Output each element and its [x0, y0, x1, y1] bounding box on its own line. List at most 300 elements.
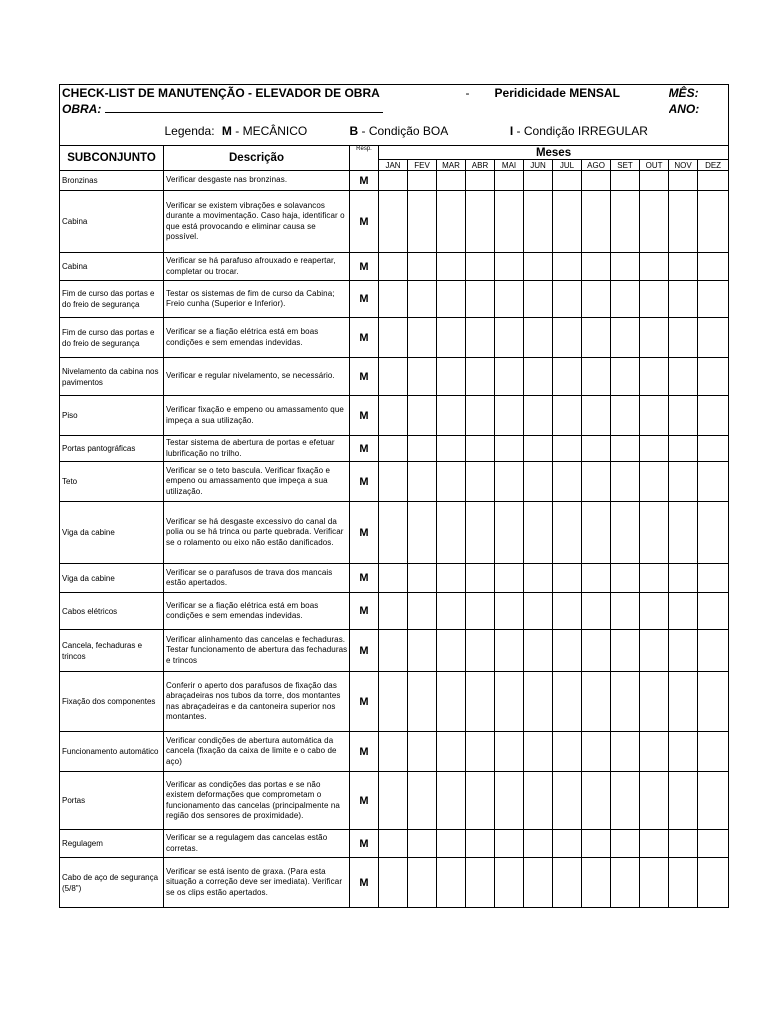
- check-cell-abr[interactable]: [466, 630, 495, 672]
- check-cell-dez[interactable]: [698, 396, 729, 436]
- table-row: [60, 732, 729, 772]
- check-cell-fev[interactable]: [408, 436, 437, 462]
- check-cell-mar[interactable]: [437, 462, 466, 502]
- check-cell-jun[interactable]: [524, 318, 553, 358]
- check-cell-jan[interactable]: [379, 462, 408, 502]
- descricao-cell: Verificar se a fiação elétrica está em boas condições e sem emendas indevidas.: [164, 318, 350, 358]
- check-cell-abr[interactable]: [466, 830, 495, 858]
- month-header-ago: AGO: [582, 160, 611, 171]
- resp-cell: M: [350, 672, 379, 732]
- check-cell-mai[interactable]: [495, 630, 524, 672]
- resp-cell: M: [350, 358, 379, 396]
- resp-cell: M: [350, 281, 379, 318]
- check-cell-out[interactable]: [640, 502, 669, 564]
- check-cell-out[interactable]: [640, 396, 669, 436]
- resp-cell: M: [350, 858, 379, 908]
- check-cell-mar[interactable]: [437, 171, 466, 191]
- check-cell-abr[interactable]: [466, 191, 495, 253]
- subconjunto-cell: Piso: [60, 396, 164, 436]
- check-cell-nov[interactable]: [669, 171, 698, 191]
- check-cell-nov[interactable]: [669, 772, 698, 830]
- check-cell-fev[interactable]: [408, 564, 437, 593]
- check-cell-ago[interactable]: [582, 672, 611, 732]
- check-cell-abr[interactable]: [466, 396, 495, 436]
- subconjunto-cell: Funcionamento automático: [60, 732, 164, 772]
- check-cell-nov[interactable]: [669, 358, 698, 396]
- check-cell-abr[interactable]: [466, 171, 495, 191]
- resp-cell: M: [350, 772, 379, 830]
- check-cell-nov[interactable]: [669, 396, 698, 436]
- check-cell-mar[interactable]: [437, 358, 466, 396]
- table-row: [60, 171, 729, 191]
- check-cell-nov[interactable]: [669, 672, 698, 732]
- check-cell-jun[interactable]: [524, 253, 553, 281]
- table-row: [60, 830, 729, 858]
- check-cell-jun[interactable]: [524, 858, 553, 908]
- check-cell-set[interactable]: [611, 672, 640, 732]
- table-row: [60, 436, 729, 462]
- check-cell-mai[interactable]: [495, 672, 524, 732]
- check-cell-jun[interactable]: [524, 772, 553, 830]
- check-cell-fev[interactable]: [408, 502, 437, 564]
- check-cell-fev[interactable]: [408, 358, 437, 396]
- check-cell-out[interactable]: [640, 672, 669, 732]
- check-cell-jun[interactable]: [524, 672, 553, 732]
- resp-cell: M: [350, 630, 379, 672]
- check-cell-jan[interactable]: [379, 191, 408, 253]
- check-cell-jun[interactable]: [524, 191, 553, 253]
- check-cell-nov[interactable]: [669, 281, 698, 318]
- check-cell-jun[interactable]: [524, 396, 553, 436]
- check-cell-nov[interactable]: [669, 732, 698, 772]
- check-cell-jul[interactable]: [553, 593, 582, 630]
- check-cell-jul[interactable]: [553, 171, 582, 191]
- check-cell-set[interactable]: [611, 630, 640, 672]
- descricao-cell: Verificar se a fiação elétrica está em boas condições e sem emendas indevidas.: [164, 593, 350, 630]
- check-cell-mai[interactable]: [495, 191, 524, 253]
- check-cell-dez[interactable]: [698, 281, 729, 318]
- check-cell-fev[interactable]: [408, 281, 437, 318]
- check-cell-out[interactable]: [640, 358, 669, 396]
- check-cell-out[interactable]: [640, 772, 669, 830]
- obra-label: OBRA:: [62, 102, 102, 116]
- title-dash: -: [465, 85, 470, 100]
- resp-cell: M: [350, 462, 379, 502]
- check-cell-jun[interactable]: [524, 462, 553, 502]
- check-cell-jan[interactable]: [379, 593, 408, 630]
- check-cell-jun[interactable]: [524, 830, 553, 858]
- check-cell-dez[interactable]: [698, 630, 729, 672]
- check-cell-mar[interactable]: [437, 830, 466, 858]
- subconjunto-cell: Portas: [60, 772, 164, 830]
- check-cell-ago[interactable]: [582, 593, 611, 630]
- check-cell-jun[interactable]: [524, 630, 553, 672]
- check-cell-mar[interactable]: [437, 318, 466, 358]
- check-cell-jul[interactable]: [553, 281, 582, 318]
- check-cell-ago[interactable]: [582, 830, 611, 858]
- month-header-fev: FEV: [408, 160, 437, 171]
- table-row: [60, 396, 729, 436]
- check-cell-abr[interactable]: [466, 593, 495, 630]
- check-cell-dez[interactable]: [698, 772, 729, 830]
- month-header-jan: JAN: [379, 160, 408, 171]
- table-row: [60, 564, 729, 593]
- resp-cell: M: [350, 171, 379, 191]
- legend-label: Legenda:: [164, 124, 215, 139]
- check-cell-jun[interactable]: [524, 281, 553, 318]
- check-cell-jul[interactable]: [553, 253, 582, 281]
- check-cell-out[interactable]: [640, 858, 669, 908]
- descricao-cell: Verificar e regular nivelamento, se necessário.: [164, 358, 350, 396]
- check-cell-out[interactable]: [640, 171, 669, 191]
- check-cell-jan[interactable]: [379, 171, 408, 191]
- check-cell-out[interactable]: [640, 253, 669, 281]
- check-cell-jul[interactable]: [553, 358, 582, 396]
- check-cell-mai[interactable]: [495, 462, 524, 502]
- check-cell-mar[interactable]: [437, 732, 466, 772]
- legend-m-text: - MECÂNICO: [231, 124, 308, 139]
- check-cell-dez[interactable]: [698, 858, 729, 908]
- check-cell-fev[interactable]: [408, 171, 437, 191]
- check-cell-out[interactable]: [640, 281, 669, 318]
- table-row: [60, 672, 729, 732]
- check-cell-jun[interactable]: [524, 732, 553, 772]
- legend-b-text: - Condição BOA: [358, 124, 449, 139]
- check-cell-mai[interactable]: [495, 858, 524, 908]
- resp-cell: M: [350, 253, 379, 281]
- check-cell-jan[interactable]: [379, 502, 408, 564]
- subconjunto-cell: Portas pantográficas: [60, 436, 164, 462]
- descricao-cell: Verificar desgaste nas bronzinas.: [164, 171, 350, 191]
- check-cell-mar[interactable]: [437, 191, 466, 253]
- check-cell-dez[interactable]: [698, 191, 729, 253]
- check-cell-ago[interactable]: [582, 171, 611, 191]
- check-cell-mar[interactable]: [437, 396, 466, 436]
- check-cell-out[interactable]: [640, 436, 669, 462]
- table-row: [60, 191, 729, 253]
- table-row: [60, 253, 729, 281]
- check-cell-fev[interactable]: [408, 630, 437, 672]
- check-cell-dez[interactable]: [698, 253, 729, 281]
- check-cell-set[interactable]: [611, 318, 640, 358]
- month-header-out: OUT: [640, 160, 669, 171]
- check-cell-mai[interactable]: [495, 830, 524, 858]
- subconjunto-cell: Cabo de aço de segurança (5/8"): [60, 858, 164, 908]
- check-cell-fev[interactable]: [408, 318, 437, 358]
- check-cell-mai[interactable]: [495, 593, 524, 630]
- check-cell-ago[interactable]: [582, 281, 611, 318]
- check-cell-abr[interactable]: [466, 281, 495, 318]
- check-cell-jan[interactable]: [379, 281, 408, 318]
- check-cell-abr[interactable]: [466, 318, 495, 358]
- month-header-mai: MAI: [495, 160, 524, 171]
- check-cell-out[interactable]: [640, 191, 669, 253]
- check-cell-ago[interactable]: [582, 358, 611, 396]
- check-cell-abr[interactable]: [466, 436, 495, 462]
- check-cell-abr[interactable]: [466, 858, 495, 908]
- check-cell-jan[interactable]: [379, 830, 408, 858]
- check-cell-mai[interactable]: [495, 732, 524, 772]
- check-cell-abr[interactable]: [466, 358, 495, 396]
- check-cell-jan[interactable]: [379, 772, 408, 830]
- check-cell-jan[interactable]: [379, 858, 408, 908]
- check-cell-nov[interactable]: [669, 462, 698, 502]
- check-cell-nov[interactable]: [669, 858, 698, 908]
- obra-field[interactable]: [105, 102, 383, 113]
- descricao-cell: Verificar fixação e empeno ou amassamento que impeça a sua utilização.: [164, 396, 350, 436]
- month-header-jul: JUL: [553, 160, 582, 171]
- check-cell-jan[interactable]: [379, 318, 408, 358]
- check-cell-out[interactable]: [640, 732, 669, 772]
- check-cell-mai[interactable]: [495, 436, 524, 462]
- check-cell-nov[interactable]: [669, 593, 698, 630]
- check-cell-mai[interactable]: [495, 358, 524, 396]
- check-cell-set[interactable]: [611, 564, 640, 593]
- subconjunto-cell: Viga da cabine: [60, 564, 164, 593]
- check-cell-jul[interactable]: [553, 772, 582, 830]
- check-cell-mai[interactable]: [495, 281, 524, 318]
- check-cell-jul[interactable]: [553, 462, 582, 502]
- check-cell-set[interactable]: [611, 858, 640, 908]
- resp-cell: M: [350, 318, 379, 358]
- check-cell-nov[interactable]: [669, 564, 698, 593]
- check-cell-dez[interactable]: [698, 593, 729, 630]
- check-cell-out[interactable]: [640, 318, 669, 358]
- check-cell-ago[interactable]: [582, 191, 611, 253]
- resp-cell: M: [350, 396, 379, 436]
- check-cell-jan[interactable]: [379, 396, 408, 436]
- check-cell-out[interactable]: [640, 593, 669, 630]
- check-cell-ago[interactable]: [582, 502, 611, 564]
- subconjunto-cell: Nivelamento da cabina nos pavimentos: [60, 358, 164, 396]
- check-cell-mar[interactable]: [437, 772, 466, 830]
- month-header-jun: JUN: [524, 160, 553, 171]
- check-cell-mar[interactable]: [437, 281, 466, 318]
- check-cell-fev[interactable]: [408, 462, 437, 502]
- check-cell-dez[interactable]: [698, 171, 729, 191]
- check-cell-jan[interactable]: [379, 564, 408, 593]
- check-cell-ago[interactable]: [582, 396, 611, 436]
- check-cell-fev[interactable]: [408, 732, 437, 772]
- check-cell-dez[interactable]: [698, 436, 729, 462]
- check-cell-jun[interactable]: [524, 502, 553, 564]
- check-cell-mar[interactable]: [437, 630, 466, 672]
- check-cell-jul[interactable]: [553, 732, 582, 772]
- check-cell-dez[interactable]: [698, 358, 729, 396]
- check-cell-jul[interactable]: [553, 564, 582, 593]
- check-cell-mar[interactable]: [437, 672, 466, 732]
- check-cell-fev[interactable]: [408, 672, 437, 732]
- check-cell-ago[interactable]: [582, 630, 611, 672]
- month-header-abr: ABR: [466, 160, 495, 171]
- check-cell-jan[interactable]: [379, 672, 408, 732]
- check-cell-dez[interactable]: [698, 732, 729, 772]
- descricao-cell: Verificar se há desgaste excessivo do canal da polia ou se há trinca ou parte quebrada. Verificar se o rolamento ou eixo não estão danificados.: [164, 502, 350, 564]
- check-cell-jul[interactable]: [553, 502, 582, 564]
- resp-cell: M: [350, 564, 379, 593]
- check-cell-dez[interactable]: [698, 672, 729, 732]
- check-cell-jun[interactable]: [524, 171, 553, 191]
- check-cell-out[interactable]: [640, 830, 669, 858]
- subconjunto-cell: Fim de curso das portas e do freio de segurança: [60, 318, 164, 358]
- ano-label: ANO:: [668, 102, 700, 116]
- check-cell-jul[interactable]: [553, 436, 582, 462]
- check-cell-nov[interactable]: [669, 191, 698, 253]
- subconjunto-cell: Bronzinas: [60, 171, 164, 191]
- check-cell-fev[interactable]: [408, 858, 437, 908]
- check-cell-set[interactable]: [611, 396, 640, 436]
- check-cell-abr[interactable]: [466, 772, 495, 830]
- check-cell-jun[interactable]: [524, 593, 553, 630]
- check-cell-jul[interactable]: [553, 830, 582, 858]
- check-cell-nov[interactable]: [669, 830, 698, 858]
- check-cell-mai[interactable]: [495, 502, 524, 564]
- check-cell-ago[interactable]: [582, 462, 611, 502]
- table-row: [60, 358, 729, 396]
- check-cell-dez[interactable]: [698, 830, 729, 858]
- check-cell-nov[interactable]: [669, 436, 698, 462]
- subconjunto-cell: Teto: [60, 462, 164, 502]
- check-cell-jul[interactable]: [553, 630, 582, 672]
- check-cell-set[interactable]: [611, 253, 640, 281]
- check-cell-mai[interactable]: [495, 772, 524, 830]
- check-cell-jan[interactable]: [379, 253, 408, 281]
- check-cell-abr[interactable]: [466, 253, 495, 281]
- check-cell-ago[interactable]: [582, 564, 611, 593]
- check-cell-abr[interactable]: [466, 462, 495, 502]
- check-cell-set[interactable]: [611, 772, 640, 830]
- check-cell-nov[interactable]: [669, 630, 698, 672]
- check-cell-mai[interactable]: [495, 171, 524, 191]
- checklist-table: [59, 84, 729, 908]
- check-cell-jul[interactable]: [553, 191, 582, 253]
- check-cell-fev[interactable]: [408, 830, 437, 858]
- col-resp: Resp.: [350, 146, 379, 171]
- check-cell-nov[interactable]: [669, 502, 698, 564]
- check-cell-abr[interactable]: [466, 502, 495, 564]
- check-cell-set[interactable]: [611, 593, 640, 630]
- check-cell-mai[interactable]: [495, 564, 524, 593]
- check-cell-ago[interactable]: [582, 436, 611, 462]
- check-cell-set[interactable]: [611, 191, 640, 253]
- descricao-cell: Verificar se a regulagem das cancelas estão corretas.: [164, 830, 350, 858]
- check-cell-mar[interactable]: [437, 593, 466, 630]
- check-cell-ago[interactable]: [582, 732, 611, 772]
- descricao-cell: Testar os sistemas de fim de curso da Cabina; Freio cunha (Superior e Inferior).: [164, 281, 350, 318]
- check-cell-mar[interactable]: [437, 564, 466, 593]
- check-cell-ago[interactable]: [582, 772, 611, 830]
- month-header-dez: DEZ: [698, 160, 729, 171]
- check-cell-ago[interactable]: [582, 253, 611, 281]
- mes-label: MÊS:: [668, 85, 699, 100]
- check-cell-jan[interactable]: [379, 630, 408, 672]
- check-cell-set[interactable]: [611, 502, 640, 564]
- table-row: [60, 462, 729, 502]
- check-cell-jan[interactable]: [379, 358, 408, 396]
- check-cell-out[interactable]: [640, 564, 669, 593]
- check-cell-ago[interactable]: [582, 318, 611, 358]
- check-cell-nov[interactable]: [669, 318, 698, 358]
- subconjunto-cell: Regulagem: [60, 830, 164, 858]
- check-cell-mai[interactable]: [495, 253, 524, 281]
- month-header-mar: MAR: [437, 160, 466, 171]
- descricao-cell: Verificar se existem vibrações e solavancos durante a movimentação. Caso haja, identificar o que está provocando e eliminar causa se possível.: [164, 191, 350, 253]
- check-cell-mar[interactable]: [437, 858, 466, 908]
- descricao-cell: Verificar as condições das portas e se não existem deformações que comprometam o funcionamento das cancelas (principalmente na região dos sensores de proximidade).: [164, 772, 350, 830]
- check-cell-jul[interactable]: [553, 858, 582, 908]
- check-cell-dez[interactable]: [698, 462, 729, 502]
- check-cell-nov[interactable]: [669, 253, 698, 281]
- legend-i-text: - Condição IRREGULAR: [513, 124, 648, 139]
- check-cell-fev[interactable]: [408, 191, 437, 253]
- check-cell-abr[interactable]: [466, 732, 495, 772]
- legend-i-code: I: [509, 124, 514, 139]
- subconjunto-cell: Cabina: [60, 253, 164, 281]
- periodicity: Peridicidade MENSAL: [494, 85, 620, 100]
- resp-cell: M: [350, 502, 379, 564]
- check-cell-out[interactable]: [640, 462, 669, 502]
- table-row: [60, 858, 729, 908]
- descricao-cell: Verificar alinhamento das cancelas e fechaduras. Testar funcionamento de abertura das fechaduras e trincos: [164, 630, 350, 672]
- check-cell-abr[interactable]: [466, 564, 495, 593]
- check-cell-dez[interactable]: [698, 564, 729, 593]
- check-cell-set[interactable]: [611, 462, 640, 502]
- check-cell-set[interactable]: [611, 830, 640, 858]
- check-cell-mar[interactable]: [437, 436, 466, 462]
- subconjunto-cell: Fim de curso das portas e do freio de segurança: [60, 281, 164, 318]
- check-cell-jan[interactable]: [379, 732, 408, 772]
- check-cell-jul[interactable]: [553, 396, 582, 436]
- subconjunto-cell: Viga da cabine: [60, 502, 164, 564]
- check-cell-set[interactable]: [611, 281, 640, 318]
- resp-cell: M: [350, 593, 379, 630]
- check-cell-dez[interactable]: [698, 502, 729, 564]
- subconjunto-cell: Cabos elétricos: [60, 593, 164, 630]
- descricao-cell: Testar sistema de abertura de portas e efetuar lubrificação no trilho.: [164, 436, 350, 462]
- check-cell-set[interactable]: [611, 358, 640, 396]
- check-cell-mai[interactable]: [495, 396, 524, 436]
- check-cell-set[interactable]: [611, 171, 640, 191]
- check-cell-abr[interactable]: [466, 672, 495, 732]
- check-cell-jun[interactable]: [524, 358, 553, 396]
- check-cell-set[interactable]: [611, 732, 640, 772]
- check-cell-out[interactable]: [640, 630, 669, 672]
- check-cell-ago[interactable]: [582, 858, 611, 908]
- check-cell-mar[interactable]: [437, 253, 466, 281]
- check-cell-fev[interactable]: [408, 396, 437, 436]
- check-cell-dez[interactable]: [698, 318, 729, 358]
- check-cell-jan[interactable]: [379, 436, 408, 462]
- descricao-cell: Verificar se o teto bascula. Verificar fixação e empeno ou amassamento que impeça a sua utilização.: [164, 462, 350, 502]
- check-cell-jul[interactable]: [553, 318, 582, 358]
- check-cell-mar[interactable]: [437, 502, 466, 564]
- descricao-cell: Verificar se está isento de graxa. (Para esta situação a correção deve ser imediata). Verificar se os clips estão apertados.: [164, 858, 350, 908]
- check-cell-fev[interactable]: [408, 772, 437, 830]
- resp-cell: M: [350, 830, 379, 858]
- table-row: [60, 502, 729, 564]
- check-cell-jul[interactable]: [553, 672, 582, 732]
- check-cell-jun[interactable]: [524, 436, 553, 462]
- check-cell-fev[interactable]: [408, 253, 437, 281]
- check-cell-jun[interactable]: [524, 564, 553, 593]
- descricao-cell: Verificar condições de abertura automática da cancela (fixação da caixa de limite e o cabo de aço): [164, 732, 350, 772]
- check-cell-fev[interactable]: [408, 593, 437, 630]
- check-cell-set[interactable]: [611, 436, 640, 462]
- month-header-nov: NOV: [669, 160, 698, 171]
- resp-cell: M: [350, 732, 379, 772]
- check-cell-mai[interactable]: [495, 318, 524, 358]
- month-header-set: SET: [611, 160, 640, 171]
